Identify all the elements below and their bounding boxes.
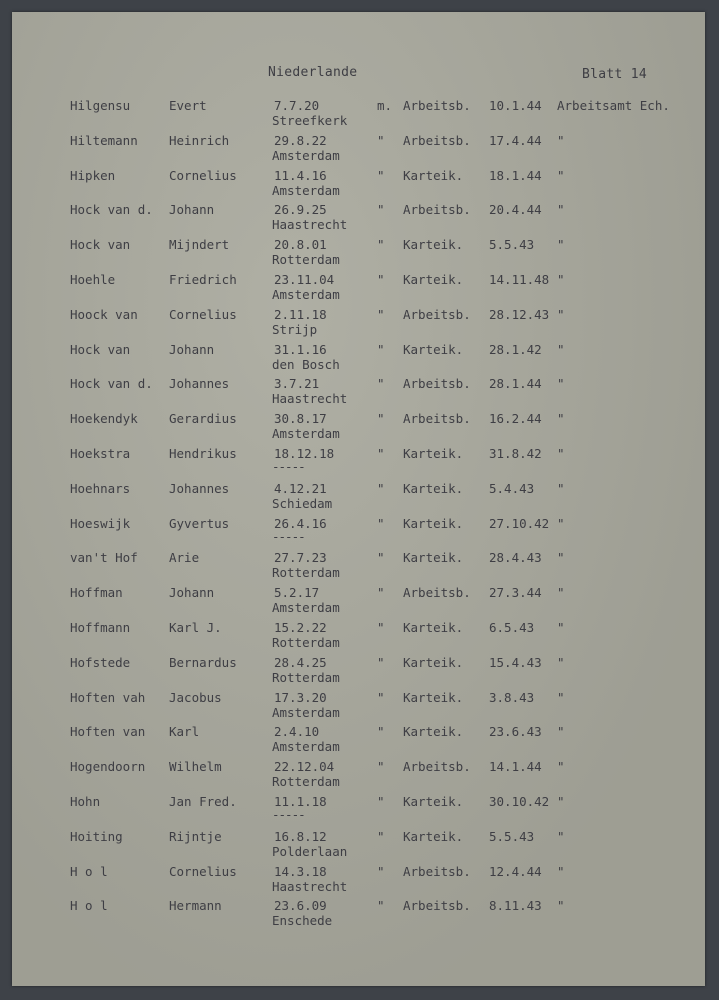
birth-date-cell: 11.4.16 xyxy=(274,167,327,183)
table-row xyxy=(12,864,705,899)
record-source-cell: Arbeitsb. xyxy=(403,759,471,775)
record-date-cell: 20.4.44 xyxy=(489,202,542,218)
office-cell: " xyxy=(557,271,565,287)
surname-cell: Hoeswijk xyxy=(70,515,131,531)
table-row xyxy=(12,724,705,759)
record-source-cell: Arbeitsb. xyxy=(403,411,471,427)
birth-place-cell: Rotterdam xyxy=(272,565,340,581)
table-row xyxy=(12,690,705,725)
record-source-cell: Arbeitsb. xyxy=(403,376,471,392)
surname-cell: Hoiting xyxy=(70,828,123,844)
sex-cell: " xyxy=(377,898,385,914)
birth-place-cell: Amsterdam xyxy=(272,286,340,302)
record-source-cell: Karteik. xyxy=(403,237,464,253)
sex-cell: " xyxy=(377,654,385,670)
birth-place-cell: Amsterdam xyxy=(272,704,340,720)
place-dash-mark: ----- xyxy=(272,806,305,822)
table-row xyxy=(12,481,705,516)
table-row xyxy=(12,202,705,237)
office-cell: " xyxy=(557,654,565,670)
birth-date-cell: 7.7.20 xyxy=(274,98,320,113)
birth-place-cell: Rotterdam xyxy=(272,252,340,268)
birth-place-cell: den Bosch xyxy=(272,356,340,372)
given-name-cell: Johannes xyxy=(169,480,230,496)
sex-cell: " xyxy=(377,863,385,879)
surname-cell: Hock van d. xyxy=(70,202,153,218)
record-date-cell: 28.4.43 xyxy=(489,550,542,566)
birth-date-cell: 2.11.18 xyxy=(274,306,327,322)
table-row xyxy=(12,655,705,690)
record-date-cell: 27.3.44 xyxy=(489,585,542,601)
place-dash-mark: ----- xyxy=(272,458,305,474)
record-date-cell: 6.5.43 xyxy=(489,619,535,635)
table-row xyxy=(12,759,705,794)
table-row xyxy=(12,133,705,168)
birth-place-cell: Haastrecht xyxy=(272,391,348,407)
sex-cell: " xyxy=(377,619,385,635)
office-cell: " xyxy=(557,132,565,148)
sex-cell: " xyxy=(377,689,385,705)
birth-date-cell: 15.2.22 xyxy=(274,619,327,635)
record-source-cell: Karteik. xyxy=(403,480,464,496)
office-cell: Arbeitsamt Ech. xyxy=(557,98,670,113)
birth-date-cell: 14.3.18 xyxy=(274,863,327,879)
record-source-cell: Karteik. xyxy=(403,167,464,183)
birth-date-cell: 23.6.09 xyxy=(274,898,327,914)
sex-cell: " xyxy=(377,376,385,392)
office-cell: " xyxy=(557,793,565,809)
record-date-cell: 17.4.44 xyxy=(489,132,542,148)
given-name-cell: Friedrich xyxy=(169,271,237,287)
table-row xyxy=(12,307,705,342)
record-date-cell: 8.11.43 xyxy=(489,898,542,914)
given-name-cell: Jacobus xyxy=(169,689,222,705)
birth-place-cell: Strijp xyxy=(272,321,318,337)
record-source-cell: Karteik. xyxy=(403,793,464,809)
office-cell: " xyxy=(557,306,565,322)
birth-date-cell: 28.4.25 xyxy=(274,654,327,670)
record-date-cell: 16.2.44 xyxy=(489,411,542,427)
office-cell: " xyxy=(557,898,565,914)
given-name-cell: Heinrich xyxy=(169,132,230,148)
record-source-cell: Arbeitsb. xyxy=(403,98,471,113)
surname-cell: Hipken xyxy=(70,167,116,183)
office-cell: " xyxy=(557,167,565,183)
record-source-cell: Arbeitsb. xyxy=(403,132,471,148)
record-source-cell: Karteik. xyxy=(403,689,464,705)
record-date-cell: 27.10.42 xyxy=(489,515,550,531)
record-source-cell: Karteik. xyxy=(403,724,464,740)
table-row xyxy=(12,550,705,585)
office-cell: " xyxy=(557,550,565,566)
given-name-cell: Hermann xyxy=(169,898,222,914)
given-name-cell: Gerardius xyxy=(169,411,237,427)
record-source-cell: Karteik. xyxy=(403,515,464,531)
birth-date-cell: 17.3.20 xyxy=(274,689,327,705)
record-source-cell: Karteik. xyxy=(403,445,464,461)
record-source-cell: Arbeitsb. xyxy=(403,863,471,879)
table-row xyxy=(12,237,705,272)
sex-cell: " xyxy=(377,480,385,496)
office-cell: " xyxy=(557,619,565,635)
table-row xyxy=(12,342,705,377)
sex-cell: " xyxy=(377,237,385,253)
document-page xyxy=(12,12,705,986)
table-row xyxy=(12,446,705,481)
office-cell: " xyxy=(557,863,565,879)
birth-date-cell: 29.8.22 xyxy=(274,132,327,148)
table-row xyxy=(12,168,705,203)
given-name-cell: Wilhelm xyxy=(169,759,222,775)
given-name-cell: Cornelius xyxy=(169,167,237,183)
sex-cell: " xyxy=(377,132,385,148)
given-name-cell: Gyvertus xyxy=(169,515,230,531)
record-source-cell: Karteik. xyxy=(403,341,464,357)
office-cell: " xyxy=(557,828,565,844)
surname-cell: H o l xyxy=(70,898,108,914)
record-date-cell: 30.10.42 xyxy=(489,793,550,809)
office-cell: " xyxy=(557,724,565,740)
birth-date-cell: 23.11.04 xyxy=(274,271,335,287)
given-name-cell: Rijntje xyxy=(169,828,222,844)
given-name-cell: Cornelius xyxy=(169,306,237,322)
office-cell: " xyxy=(557,202,565,218)
sex-cell: " xyxy=(377,411,385,427)
surname-cell: Hock van xyxy=(70,237,131,253)
birth-place-cell: Haastrecht xyxy=(272,878,348,894)
record-date-cell: 3.8.43 xyxy=(489,689,535,705)
table-row xyxy=(12,376,705,411)
table-row xyxy=(12,516,705,551)
record-source-cell: Karteik. xyxy=(403,828,464,844)
sex-cell: " xyxy=(377,585,385,601)
table-row xyxy=(12,898,705,933)
birth-date-cell: 4.12.21 xyxy=(274,480,327,496)
given-name-cell: Bernardus xyxy=(169,654,237,670)
office-cell: " xyxy=(557,585,565,601)
record-date-cell: 5.5.43 xyxy=(489,828,535,844)
sex-cell: " xyxy=(377,828,385,844)
surname-cell: H o l xyxy=(70,863,108,879)
sex-cell: " xyxy=(377,167,385,183)
given-name-cell: Mijndert xyxy=(169,237,230,253)
birth-date-cell: 11.1.18 xyxy=(274,793,327,809)
office-cell: " xyxy=(557,341,565,357)
sex-cell: " xyxy=(377,550,385,566)
surname-cell: Hock van d. xyxy=(70,376,153,392)
given-name-cell: Johannes xyxy=(169,376,230,392)
birth-date-cell: 20.8.01 xyxy=(274,237,327,253)
surname-cell: Hoekstra xyxy=(70,445,131,461)
birth-place-cell: Amsterdam xyxy=(272,600,340,616)
birth-place-cell: Amsterdam xyxy=(272,182,340,198)
record-date-cell: 28.1.44 xyxy=(489,376,542,392)
record-date-cell: 28.1.42 xyxy=(489,341,542,357)
record-source-cell: Karteik. xyxy=(403,619,464,635)
given-name-cell: Evert xyxy=(169,98,207,113)
sex-cell: " xyxy=(377,759,385,775)
record-date-cell: 18.1.44 xyxy=(489,167,542,183)
birth-place-cell: Amsterdam xyxy=(272,147,340,163)
surname-cell: Hogendoorn xyxy=(70,759,146,775)
record-source-cell: Karteik. xyxy=(403,550,464,566)
record-date-cell: 14.1.44 xyxy=(489,759,542,775)
surname-cell: Hoffmann xyxy=(70,619,131,635)
table-row xyxy=(12,272,705,307)
office-cell: " xyxy=(557,480,565,496)
table-row xyxy=(12,829,705,864)
sex-cell: " xyxy=(377,202,385,218)
office-cell: " xyxy=(557,689,565,705)
table-row xyxy=(12,620,705,655)
birth-date-cell: 27.7.23 xyxy=(274,550,327,566)
surname-cell: van't Hof xyxy=(70,550,138,566)
sex-cell: " xyxy=(377,445,385,461)
country-heading: Niederlande xyxy=(268,65,358,80)
surname-cell: Hock van xyxy=(70,341,131,357)
surname-cell: Hoekendyk xyxy=(70,411,138,427)
record-source-cell: Arbeitsb. xyxy=(403,898,471,914)
table-row xyxy=(12,411,705,446)
sex-cell: " xyxy=(377,271,385,287)
record-date-cell: 12.4.44 xyxy=(489,863,542,879)
given-name-cell: Karl xyxy=(169,724,200,740)
birth-place-cell: Amsterdam xyxy=(272,739,340,755)
sex-cell: " xyxy=(377,724,385,740)
place-dash-mark: ----- xyxy=(272,528,305,544)
record-date-cell: 23.6.43 xyxy=(489,724,542,740)
birth-date-cell: 3.7.21 xyxy=(274,376,320,392)
given-name-cell: Karl J. xyxy=(169,619,222,635)
birth-place-cell: Rotterdam xyxy=(272,669,340,685)
register-list xyxy=(12,98,705,933)
office-cell: " xyxy=(557,376,565,392)
birth-place-cell: Streefkerk xyxy=(272,113,348,128)
birth-place-cell: Polderlaan xyxy=(272,843,348,859)
birth-place-cell: Haastrecht xyxy=(272,217,348,233)
sheet-number: Blatt 14 xyxy=(582,67,648,82)
surname-cell: Hoock van xyxy=(70,306,138,322)
record-date-cell: 31.8.42 xyxy=(489,445,542,461)
sex-cell: " xyxy=(377,515,385,531)
surname-cell: Hofstede xyxy=(70,654,131,670)
birth-place-cell: Rotterdam xyxy=(272,634,340,650)
sex-cell: " xyxy=(377,341,385,357)
sex-cell: m. xyxy=(377,98,393,113)
surname-cell: Hilgensu xyxy=(70,98,131,113)
record-source-cell: Karteik. xyxy=(403,654,464,670)
birth-date-cell: 22.12.04 xyxy=(274,759,335,775)
given-name-cell: Jan Fred. xyxy=(169,793,237,809)
given-name-cell: Johann xyxy=(169,341,215,357)
record-date-cell: 15.4.43 xyxy=(489,654,542,670)
record-date-cell: 10.1.44 xyxy=(489,98,542,113)
surname-cell: Hoehnars xyxy=(70,480,131,496)
birth-date-cell: 18.12.18 xyxy=(274,445,335,461)
table-row xyxy=(12,794,705,829)
birth-date-cell: 2.4.10 xyxy=(274,724,320,740)
office-cell: " xyxy=(557,445,565,461)
birth-date-cell: 31.1.16 xyxy=(274,341,327,357)
sex-cell: " xyxy=(377,306,385,322)
office-cell: " xyxy=(557,411,565,427)
birth-place-cell: Enschede xyxy=(272,913,333,929)
birth-place-cell: Rotterdam xyxy=(272,774,340,790)
office-cell: " xyxy=(557,759,565,775)
given-name-cell: Arie xyxy=(169,550,200,566)
sex-cell: " xyxy=(377,793,385,809)
birth-date-cell: 26.9.25 xyxy=(274,202,327,218)
record-date-cell: 5.5.43 xyxy=(489,237,535,253)
record-source-cell: Arbeitsb. xyxy=(403,306,471,322)
table-row xyxy=(12,98,705,133)
office-cell: " xyxy=(557,515,565,531)
record-source-cell: Arbeitsb. xyxy=(403,585,471,601)
given-name-cell: Johann xyxy=(169,585,215,601)
surname-cell: Hoffman xyxy=(70,585,123,601)
record-date-cell: 28.12.43 xyxy=(489,306,550,322)
office-cell: " xyxy=(557,237,565,253)
table-row xyxy=(12,585,705,620)
given-name-cell: Johann xyxy=(169,202,215,218)
birth-place-cell: Schiedam xyxy=(272,495,333,511)
birth-date-cell: 26.4.16 xyxy=(274,515,327,531)
record-source-cell: Arbeitsb. xyxy=(403,202,471,218)
record-source-cell: Karteik. xyxy=(403,271,464,287)
birth-date-cell: 30.8.17 xyxy=(274,411,327,427)
surname-cell: Hoften vah xyxy=(70,689,146,705)
birth-date-cell: 5.2.17 xyxy=(274,585,320,601)
record-date-cell: 5.4.43 xyxy=(489,480,535,496)
given-name-cell: Hendrikus xyxy=(169,445,237,461)
birth-place-cell: Amsterdam xyxy=(272,426,340,442)
surname-cell: Hoften van xyxy=(70,724,146,740)
surname-cell: Hiltemann xyxy=(70,132,138,148)
given-name-cell: Cornelius xyxy=(169,863,237,879)
birth-date-cell: 16.8.12 xyxy=(274,828,327,844)
record-date-cell: 14.11.48 xyxy=(489,271,550,287)
surname-cell: Hohn xyxy=(70,793,101,809)
surname-cell: Hoehle xyxy=(70,271,116,287)
